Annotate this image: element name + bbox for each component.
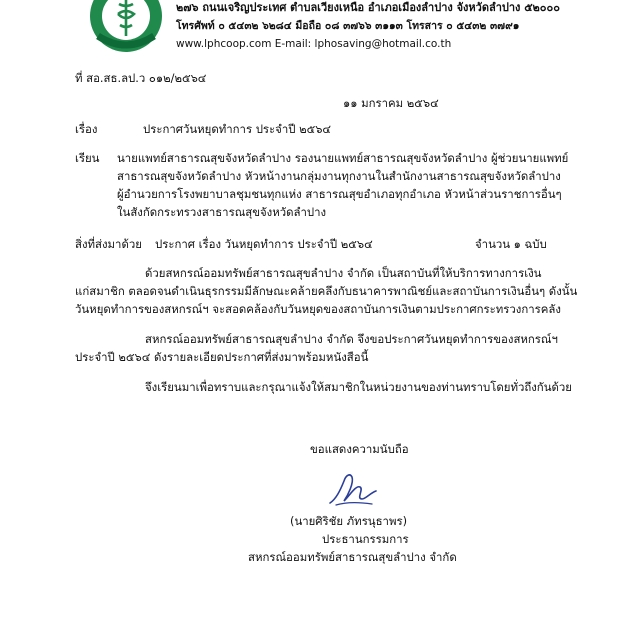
recipient-label: เรียน bbox=[75, 151, 100, 165]
letterhead-address: ๒๗๖ ถนนเจริญประเทศ ตำบลเวียงเหนือ อำเภอเมืองลำปาง จังหวัดลำปาง ๕๒๐๐๐ bbox=[176, 1, 560, 14]
letter-date: ๑๑ มกราคม ๒๕๖๔ bbox=[343, 96, 439, 110]
signatory-position: ประธานกรรมการ bbox=[322, 532, 409, 546]
body-paragraph-line: วันหยุดทำการของสหกรณ์ฯ จะสอดคล้องกับวันหยุดของสถาบันการเงินตามประกาศกระทรวงการคลัง bbox=[75, 302, 561, 316]
body-paragraph-line: จึงเรียนมาเพื่อทราบและกรุณาแจ้งให้สมาชิกในหน่วยงานของท่านทราบโดยทั่วถึงกันด้วย bbox=[145, 380, 572, 394]
signatory-name: (นายศิริชัย ภัทรนุธาพร) bbox=[290, 514, 408, 528]
recipient-line: ในสังกัดกระทรวงสาธารณสุขจังหวัดลำปาง bbox=[117, 205, 327, 219]
enclosure-value: ประกาศ เรื่อง วันหยุดทำการ ประจำปี ๒๕๖๔ bbox=[155, 237, 373, 251]
body-paragraph-line: แก่สมาชิก ตลอดจนดำเนินธุรกรรมมีลักษณะคล้ายคลึงกับธนาคารพาณิชย์และสถาบันการเงินอื่นๆ ดังนั้น bbox=[75, 284, 578, 298]
cooperative-logo bbox=[88, 0, 164, 54]
recipient-line: ผู้อำนวยการโรงพยาบาลชุมชนทุกแห่ง สาธารณสุขอำเภอทุกอำเภอ หัวหน้าส่วนราชการอื่นๆ bbox=[117, 187, 562, 201]
enclosure-quantity: จำนวน ๑ ฉบับ bbox=[475, 237, 547, 251]
body-paragraph-line: สหกรณ์ออมทรัพย์สาธารณสุขลำปาง จำกัด จึงขอประกาศวันหยุดทำการของสหกรณ์ฯ bbox=[145, 332, 558, 346]
subject-label: เรื่อง bbox=[75, 122, 98, 136]
subject-value: ประกาศวันหยุดทำการ ประจำปี ๒๕๖๔ bbox=[143, 122, 332, 136]
body-paragraph-line: ด้วยสหกรณ์ออมทรัพย์สาธารณสุขลำปาง จำกัด เป็นสถาบันที่ให้บริการทางการเงิน bbox=[145, 266, 542, 280]
letterhead-web-email: www.lphcoop.com E-mail: lphosaving@hotmail.co.th bbox=[176, 38, 452, 50]
handwritten-signature bbox=[326, 469, 380, 509]
letterhead-phones: โทรศัพท์ ๐ ๕๔๓๒ ๖๒๘๔ มือถือ ๐๘ ๓๗๖๖ ๓๑๑๓ โทรสาร ๐ ๕๔๓๒ ๓๗๙๑ bbox=[176, 20, 520, 32]
signatory-organization: สหกรณ์ออมทรัพย์สาธารณสุขลำปาง จำกัด bbox=[248, 550, 457, 564]
closing-salutation: ขอแสดงความนับถือ bbox=[310, 442, 409, 456]
reference-number: ที่ สอ.สธ.ลป.ว ๐๑๒/๒๕๖๔ bbox=[75, 71, 207, 85]
recipient-line: สาธารณสุขจังหวัดลำปาง หัวหน้างานกลุ่มงานทุกงานในสำนักงานสาธารณสุขจังหวัดลำปาง bbox=[117, 169, 561, 183]
enclosure-label: สิ่งที่ส่งมาด้วย bbox=[75, 237, 142, 251]
recipient-line: นายแพทย์สาธารณสุขจังหวัดลำปาง รองนายแพทย์สาธารณสุขจังหวัดลำปาง ผู้ช่วยนายแพทย์ bbox=[117, 151, 569, 165]
body-paragraph-line: ประจำปี ๒๕๖๔ ดังรายละเอียดประกาศที่ส่งมาพร้อมหนังสือนี้ bbox=[75, 350, 369, 364]
